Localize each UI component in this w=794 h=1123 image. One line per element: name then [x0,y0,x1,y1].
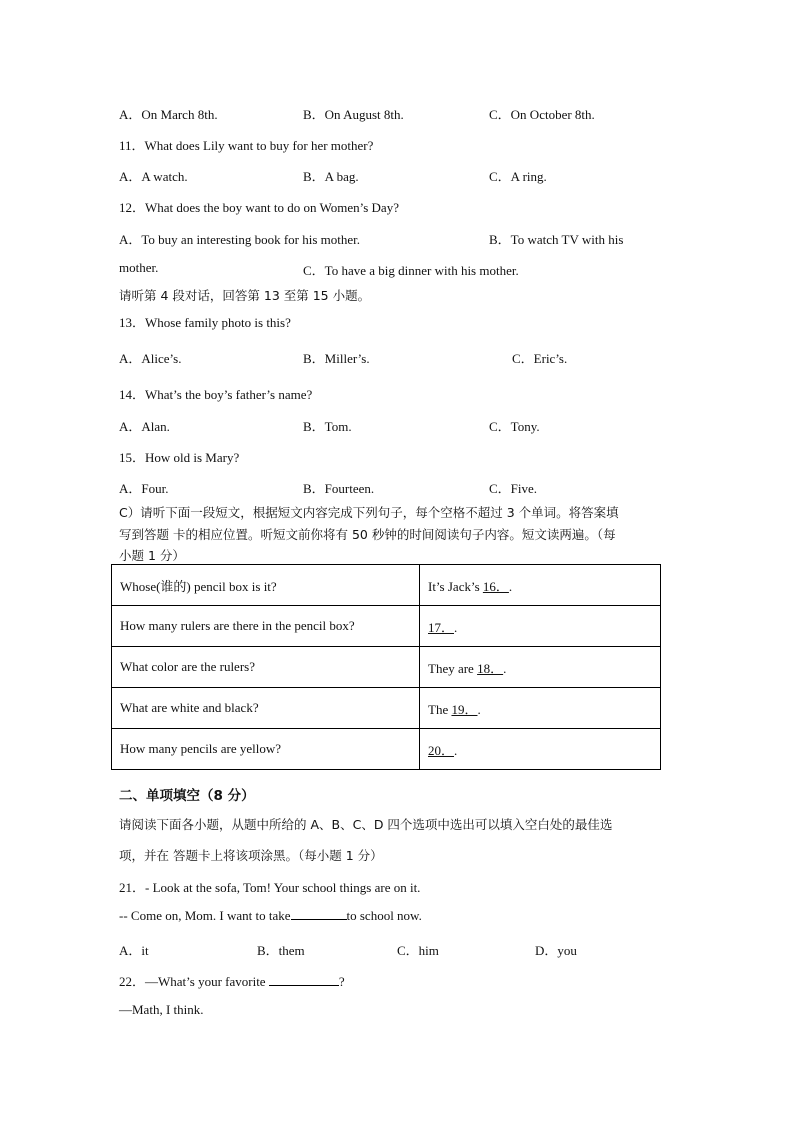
answer-suffix: . [508,578,513,594]
q15-option-a: A．Four. [119,481,169,496]
answer-blank-18[interactable]: 18． [477,660,504,676]
q21-option-b: B．them [257,943,305,958]
table-answer [420,688,661,729]
q15-option-c: C．Five. [489,481,538,496]
q21-line2 [119,908,422,924]
q11-option-b: B．A bag. [303,169,359,184]
part2-instruction-line2: 项，并在 答题卡上将该项涂黑。（每小题 1 分） [119,848,383,863]
part2-heading: 二、单项填空（8 分） [119,788,255,804]
section4-instruction: 请听第 4 段对话，回答第 13 至第 15 小题。 [119,288,371,303]
answer-prefix: It’s Jack’s [428,578,483,594]
part2-instruction-line1: 请阅读下面各小题，从题中所给的 A、B、C、D 四个选项中选出可以填入空白处的最佳选 [119,817,613,832]
table-row [112,647,661,688]
q11-option-a: A．A watch. [119,169,188,184]
answer-suffix: . [477,701,481,717]
answer-blank-17[interactable]: 17． [428,619,455,635]
q12-option-c: C．To have a big dinner with his mother. [303,263,519,278]
answer-prefix: The [428,701,452,717]
q12-option-b: B．To watch TV with his [489,232,624,247]
q21-line2-post: to school now. [346,908,422,923]
q21-line1: 21．- Look at the sofa, Tom! Your school things are on it. [119,880,421,895]
table-answer [420,606,661,647]
q14-option-a: A．Alan. [119,419,170,434]
q14-stem: 14．What’s the boy’s father’s name? [119,387,313,402]
q22-line1-post: ? [338,974,345,989]
table-answer [420,729,661,770]
q13-option-b: B．Miller’s. [303,351,370,366]
table-question: Whose(谁的) pencil box is it? [112,565,420,606]
table-question: What color are the rulers? [112,647,420,688]
q21-option-d: D．you [535,943,577,958]
answer-suffix: . [454,619,458,635]
q22-line1-pre: 22．—What’s your favorite [119,974,269,989]
q12-stem: 12．What does the boy want to do on Women’s Day? [119,200,399,215]
partc-instruction-line1: C）请听下面一段短文，根据短文内容完成下列句子，每个空格不超过 3 个单词。将答案填 [119,505,619,520]
answer-blank-16[interactable]: 16． [482,578,509,594]
answer-prefix: They are [428,660,478,676]
partc-instruction-line3: 小题 1 分） [119,548,185,563]
table-answer [420,565,661,606]
q14-option-b: B．Tom. [303,419,352,434]
q15-option-b: B．Fourteen. [303,481,375,496]
q22-line1 [119,971,345,990]
table-row [112,606,661,647]
table-question: How many rulers are there in the pencil box? [112,606,420,647]
q22-line2: —Math, I think. [119,1002,204,1017]
q10-option-b: B．On August 8th. [303,107,404,122]
table-answer [420,647,661,688]
answer-blank-19[interactable]: 19． [451,701,478,717]
q21-option-a: A．it [119,943,149,958]
q11-option-c: C．A ring. [489,169,547,184]
table-question: How many pencils are yellow? [112,729,420,770]
answer-suffix: . [454,742,458,758]
q15-stem: 15．How old is Mary? [119,450,240,465]
q14-option-c: C．Tony. [489,419,540,434]
table-question: What are white and black? [112,688,420,729]
q22-blank[interactable] [269,974,339,986]
q21-option-c: C．him [397,943,439,958]
q12-option-a: A．To buy an interesting book for his mother. [119,232,361,247]
q13-option-a: A．Alice’s. [119,351,182,366]
q21-blank[interactable] [291,908,347,920]
q13-option-c: C．Eric’s. [512,351,568,366]
dictation-table [111,564,661,770]
q10-option-a: A．On March 8th. [119,107,218,122]
partc-instruction-line2: 写到答题 卡的相应位置。听短文前你将有 50 秒钟的时间阅读句子内容。短文读两遍。（每 [119,527,616,542]
answer-suffix: . [503,660,507,676]
table-row [112,729,661,770]
q12-option-b-cont: mother. [119,260,159,275]
q21-line2-pre: -- Come on, Mom. I want to take [119,908,291,923]
table-row [112,688,661,729]
q11-stem: 11．What does Lily want to buy for her mother? [119,138,374,153]
table-row [112,565,661,606]
answer-blank-20[interactable]: 20． [428,742,455,758]
q10-option-c: C．On October 8th. [489,107,595,122]
q13-stem: 13．Whose family photo is this? [119,315,291,330]
